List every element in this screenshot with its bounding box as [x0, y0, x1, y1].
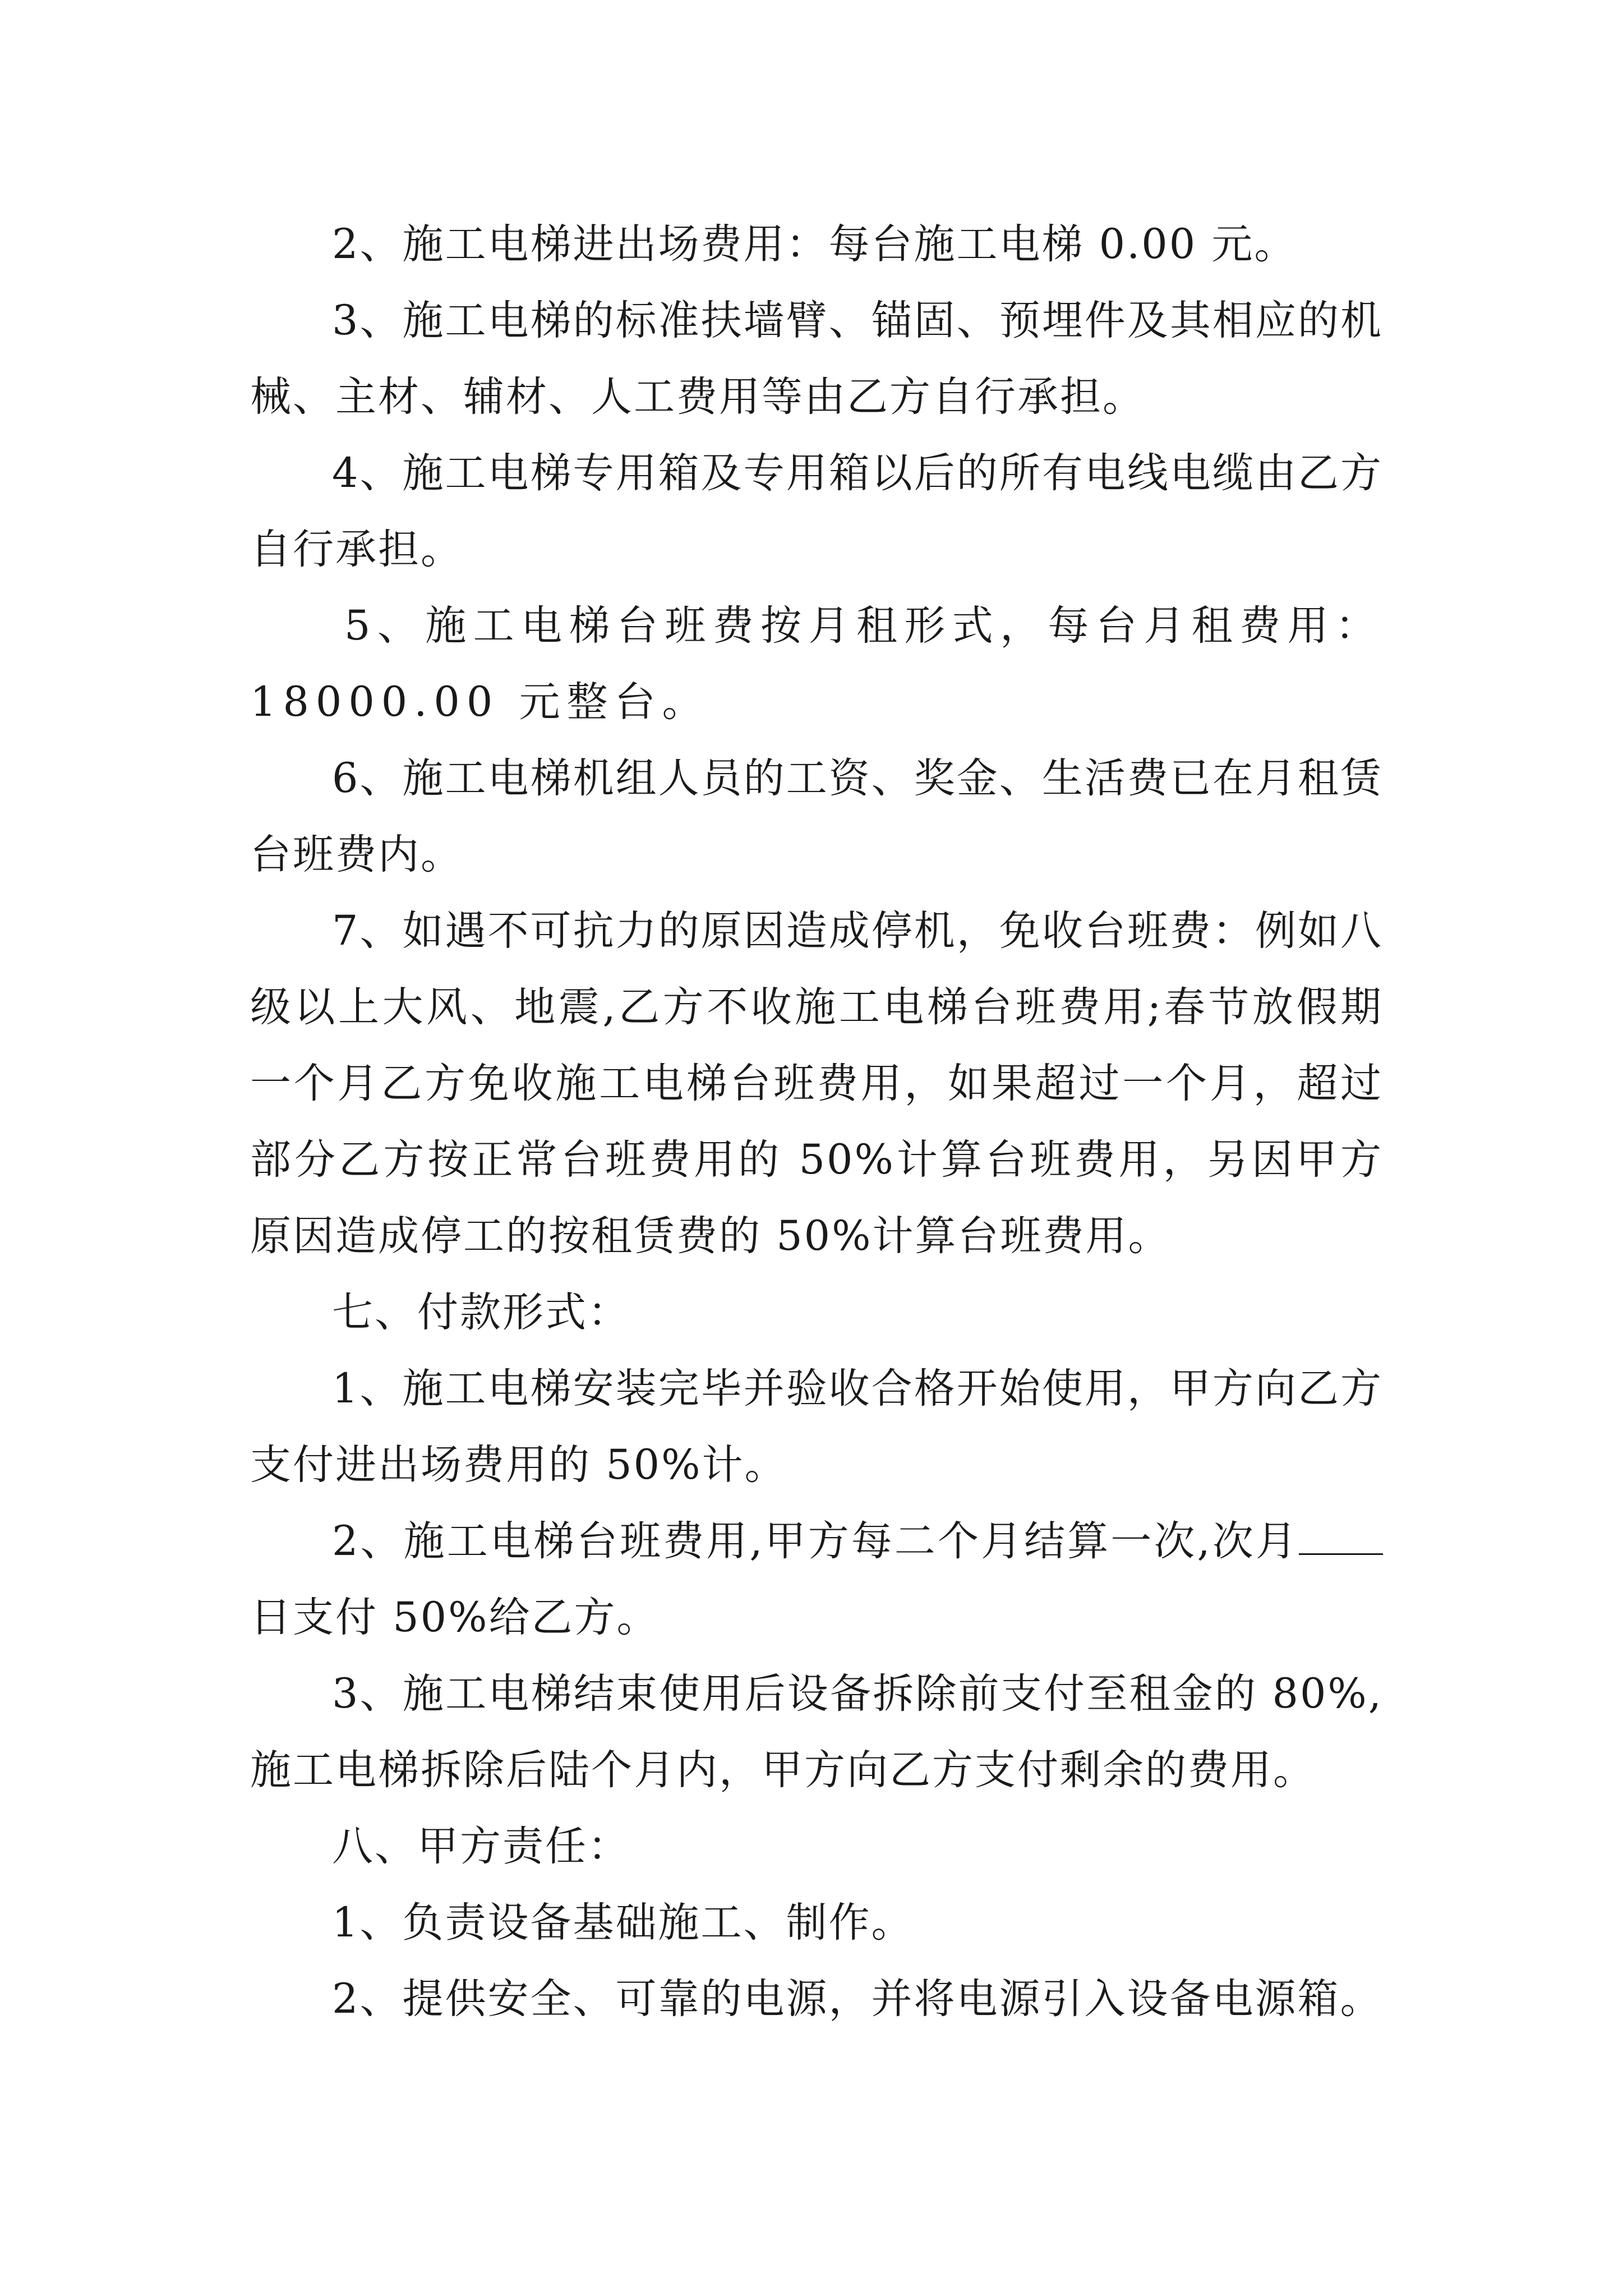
paragraph-force-majeure: 7、如遇不可抗力的原因造成停机，免收台班费：例如八级以上大风、地震,乙方不收施工电梯台班费用;春节放假期一个月乙方免收施工电梯台班费用，如果超过一个月，超过部分乙方按正常台班费用的 50%计算台班费用，另因甲方原因造成停工的按租赁费的 50%计算台班费用。: [250, 907, 1383, 1260]
document-body: [250, 206, 1383, 2037]
paragraph-payment-2-text: 2、施工电梯台班费用,甲方每二个月结算一次,次月: [332, 1517, 1299, 1565]
section-heading-party-a: 八、甲方责任：: [332, 1823, 630, 1870]
paragraph-payment-2: [250, 1503, 1383, 1656]
paragraph-party-a-2: 2、提供安全、可靠的电源，并将电源引入设备电源箱。: [332, 1975, 1383, 2023]
paragraph-crew-wages: 6、施工电梯机组人员的工资、奖金、生活费已在月租赁台班费内。: [250, 754, 1383, 878]
paragraph-payment-2-tail: 日支付 50%给乙方。: [250, 1594, 660, 1641]
fill-in-blank: [1299, 1514, 1383, 1555]
paragraph-payment-1: 1、施工电梯安装完毕并验收合格开始使用，甲方向乙方支付进出场费用的 50%计。: [250, 1365, 1383, 1489]
section-heading-payment: 七、付款形式：: [332, 1289, 630, 1336]
paragraph-monthly-rent: 5、施工电梯台班费按月租形式，每台月租费用：18000.00 元整台。: [250, 602, 1383, 726]
paragraph-payment-3: 3、施工电梯结束使用后设备拆除前支付至租金的 80%,施工电梯拆除后陆个月内，甲方向乙方支付剩余的费用。: [250, 1670, 1383, 1794]
paragraph-party-a-1: 1、负责设备基础施工、制作。: [332, 1899, 914, 1947]
paragraph-cable-cost: 4、施工电梯专用箱及专用箱以后的所有电线电缆由乙方自行承担。: [250, 449, 1383, 573]
paragraph-wall-arm-cost: 3、施工电梯的标准扶墙臂、锚固、预埋件及其相应的机械、主材、辅材、人工费用等由乙方自行承担。: [250, 297, 1383, 421]
paragraph-entry-fee: 2、施工电梯进出场费用：每台施工电梯 0.00 元。: [332, 220, 1297, 268]
